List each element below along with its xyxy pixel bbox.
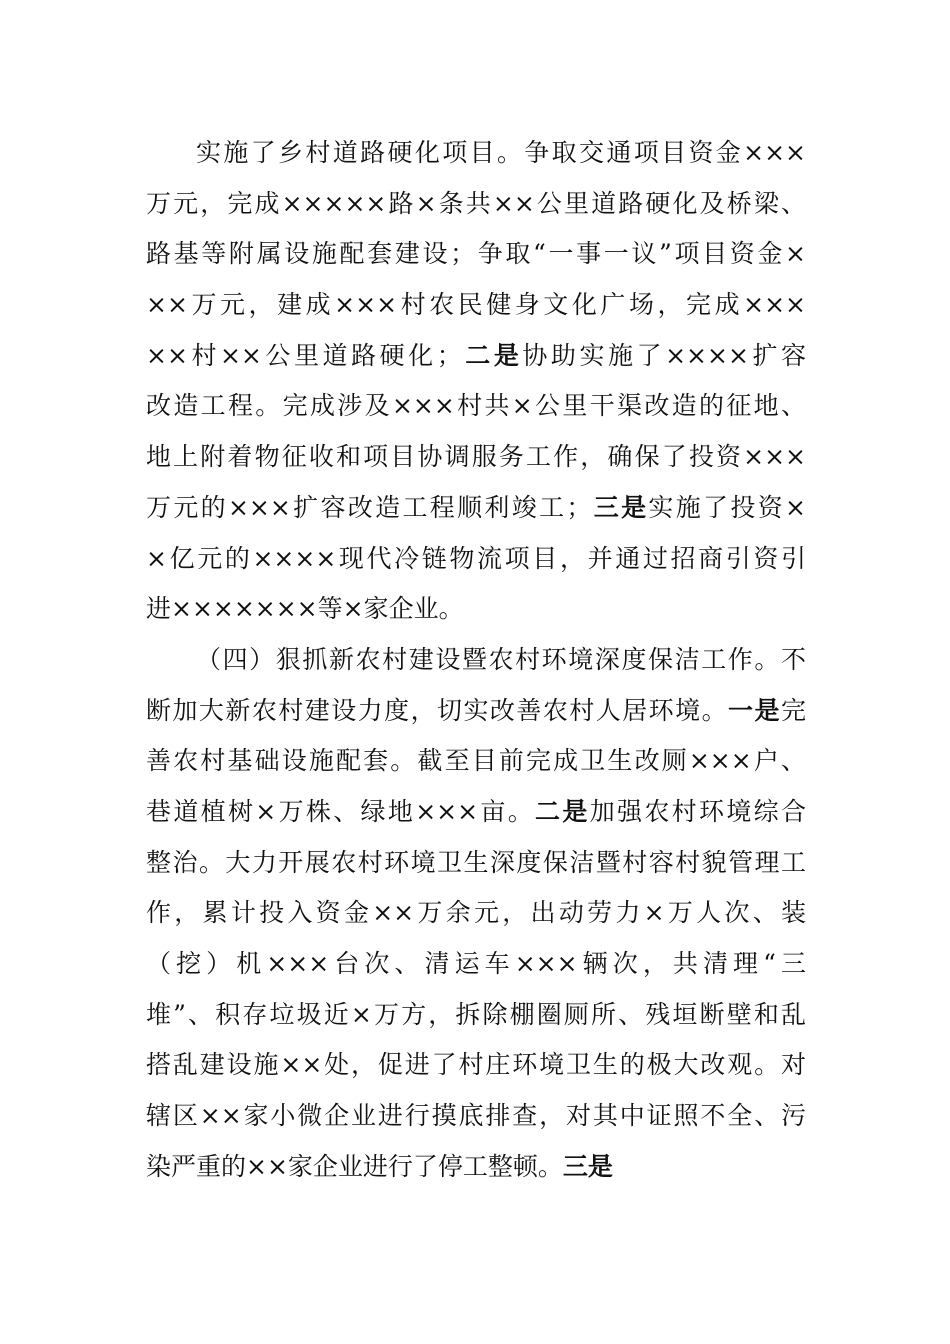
text-segment: （挖）机×××台次、清运车×××辆次，共清理“三 xyxy=(146,949,806,978)
text-segment: 万元的×××扩容改造工程顺利竣工； xyxy=(146,492,592,522)
text-segment: ×亿元的××××现代冷链物流项目，并通过招商引资引 xyxy=(146,543,806,573)
text-line xyxy=(146,381,806,432)
body-text xyxy=(146,128,806,1192)
text-line xyxy=(146,939,806,990)
text-segment: 协助实施了××××扩容 xyxy=(522,340,806,370)
text-line xyxy=(146,1091,806,1142)
bold-marker: 三是 xyxy=(562,1151,613,1181)
bold-marker: 二是 xyxy=(461,340,523,370)
text-segment: 断加大新农村建设力度，切实改善农村人居环境。 xyxy=(146,695,729,725)
text-segment: 地上附着物征收和项目协调服务工作，确保了投资××× xyxy=(146,442,806,472)
text-line xyxy=(146,229,806,280)
text-segment: 巷道植树×万株、绿地×××亩。 xyxy=(146,796,536,826)
text-line xyxy=(146,838,806,889)
text-segment: 整治。大力开展农村环境卫生深度保洁暨村容村貌管理工 xyxy=(146,847,806,877)
text-line xyxy=(146,331,806,382)
text-line xyxy=(146,432,806,483)
bold-marker: 二是 xyxy=(535,796,590,826)
text-segment: ××村××公里道路硬化； xyxy=(146,340,462,370)
text-line xyxy=(146,534,806,585)
bold-marker: 三是 xyxy=(591,492,649,522)
text-segment: 作，累计投入资金××万余元，出动劳力×万人次、装 xyxy=(146,898,806,928)
text-line xyxy=(146,990,806,1041)
text-segment: 进×××××××等×家企业。 xyxy=(146,594,464,624)
text-segment: 染严重的××家企业进行了停工整顿。 xyxy=(146,1151,563,1181)
text-line xyxy=(146,483,806,534)
text-segment: 搭乱建设施××处，促进了村庄环境卫生的极大改观。对 xyxy=(146,1050,806,1080)
text-segment: 改造工程。完成涉及×××村共×公里干渠改造的征地、 xyxy=(146,391,806,421)
text-segment: ××万元，建成×××村农民健身文化广场，完成××× xyxy=(146,290,806,320)
text-segment: 辖区××家小微企业进行摸底排查，对其中证照不全、污 xyxy=(146,1101,806,1131)
text-segment: （四）狠抓新农村建设暨农村环境深度保洁工作。不 xyxy=(196,644,806,674)
text-segment: 实施了乡村道路硬化项目。争取交通项目资金××× xyxy=(196,138,806,167)
text-line xyxy=(146,1142,806,1193)
text-line xyxy=(146,787,806,838)
text-line xyxy=(146,179,806,230)
text-line xyxy=(146,736,806,787)
text-segment: 加强农村环境综合 xyxy=(589,796,806,826)
text-line xyxy=(146,128,806,179)
bold-marker: 一是 xyxy=(728,695,781,725)
text-line xyxy=(146,686,806,737)
text-line xyxy=(146,280,806,331)
text-segment: 实施了投资× xyxy=(648,492,806,522)
text-segment: 堆”、积存垃圾近×万方，拆除棚圈厕所、残垣断壁和乱 xyxy=(146,999,806,1029)
text-line xyxy=(146,1040,806,1091)
text-line xyxy=(146,584,806,635)
text-segment: 万元，完成×××××路×条共××公里道路硬化及桥梁、 xyxy=(146,188,806,218)
text-segment: 善农村基础设施配套。截至目前完成卫生改厕×××户、 xyxy=(146,746,806,776)
text-line xyxy=(146,888,806,939)
text-segment: 路基等附属设施配套建设；争取“一事一议”项目资金× xyxy=(146,239,806,269)
text-line xyxy=(146,635,806,686)
text-segment: 完 xyxy=(780,695,806,725)
